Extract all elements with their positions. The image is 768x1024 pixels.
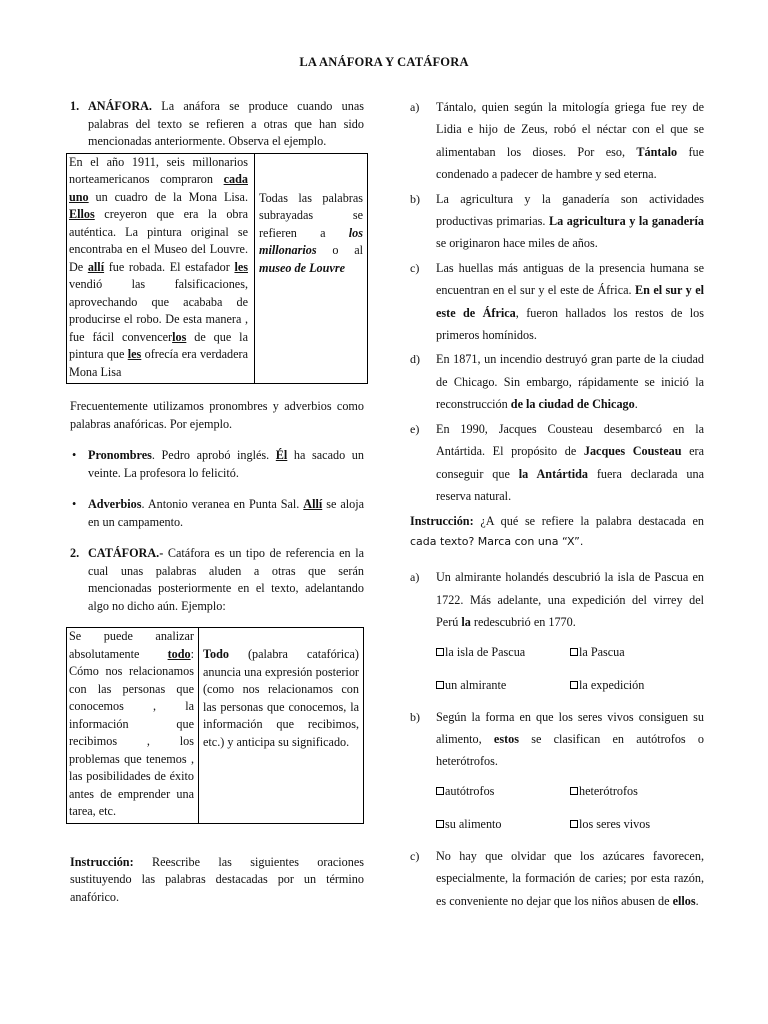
checkbox[interactable] [436, 648, 444, 656]
left-column [70, 98, 364, 906]
instruction-text: Reescribe las siguientes oraciones sustituyendo las palabras destacadas por un término anafórico. [70, 854, 364, 904]
highlighted-word: la [461, 615, 471, 630]
instruction-label: Instrucción: [70, 854, 134, 869]
bullet-pronombres [70, 447, 364, 482]
underlined-word: Él [275, 448, 288, 462]
item-body [436, 706, 704, 773]
option-label: un almirante [445, 677, 507, 692]
text: se aloja en un campamento. [88, 497, 365, 529]
text: Se puede analizar absolutamente [69, 629, 194, 661]
item-label: a) [410, 570, 420, 585]
bullet-label: Pronombres [88, 448, 152, 462]
option[interactable] [436, 677, 570, 694]
emphasis: Todo [203, 647, 229, 661]
exercise-item [410, 188, 704, 255]
exercise-item [410, 418, 704, 508]
exercise-item [410, 348, 704, 415]
bullet-label: Adverbios [88, 497, 142, 511]
text: Todas las palabras subrayadas se refieren a [259, 190, 363, 240]
option[interactable] [436, 816, 570, 833]
underlined-word: allí [87, 259, 105, 274]
highlighted-word: de la ciudad de Chicago [510, 397, 635, 412]
example-table-catafora [66, 627, 364, 824]
text: En 1871, un incendio destruyó gran parte de la ciudad de Chicago. Sin embargo, rápidamente se inició la reconstrucción [436, 352, 704, 412]
item-label: d) [410, 352, 420, 367]
example-text-cell [67, 628, 199, 823]
item-label: b) [410, 709, 420, 724]
options-row [436, 783, 704, 800]
text: . [634, 397, 638, 412]
section-heading: ANÁFORA. [88, 99, 152, 113]
underlined-word: Ellos [69, 207, 95, 221]
text: . Antonio veranea en Punta Sal. [141, 497, 304, 511]
item-label: b) [410, 191, 420, 206]
bullet-body [88, 447, 364, 482]
option-label: autótrofos [445, 783, 495, 798]
checkbox[interactable] [570, 648, 578, 656]
example-explanation-cell [199, 628, 363, 823]
question-item [410, 566, 704, 633]
bullet-icon: • [72, 497, 77, 511]
highlighted-word: Tántalo [636, 144, 678, 159]
example-text-cell [67, 154, 255, 384]
instruction-label: Instrucción: [410, 514, 474, 529]
option[interactable] [570, 816, 704, 833]
text: fue robada. El estafador [104, 259, 235, 274]
item-label: a) [410, 100, 420, 114]
question-item [410, 845, 704, 912]
text: En el año 1911, seis millonarios norteamericanos compraron [69, 154, 248, 186]
item-label: e) [410, 421, 420, 436]
option-label: heterótrofos [579, 783, 638, 798]
section-number: 1. [70, 99, 80, 113]
text: un cuadro de la Mona Lisa. [88, 189, 248, 204]
text: No hay que olvidar que los azúcares favorecen, especialmente, la formación de caries; por esta razón, es conveniente no dejar que los niños abusen de [436, 848, 704, 908]
page-title: LA ANÁFORA Y CATÁFORA [299, 55, 469, 69]
text: . Pedro aprobó inglés. [151, 448, 276, 462]
option[interactable] [570, 677, 704, 694]
text: Un almirante holandés descubrió la isla de Pascua en 1722. Más adelante, una expedición del virrey del Perú [436, 570, 704, 630]
text: redescubrió en 1770. [470, 615, 576, 630]
highlighted-word: La agricultura y la ganadería [549, 214, 704, 229]
underlined-word: les [127, 347, 142, 361]
section-heading: CATÁFORA.- [88, 546, 164, 560]
paragraph: Frecuentemente utilizamos pronombres y adverbios como palabras anafóricas. Por ejemplo. [70, 399, 364, 431]
option-label: la isla de Pascua [445, 644, 526, 659]
emphasis: los millonarios [259, 225, 363, 257]
instruction-mark [410, 511, 704, 552]
section-text: La anáfora se produce cuando unas palabras del texto se refieren a otras que han sido mencionadas anteriormente. Observa el ejemplo. [88, 99, 364, 148]
checkbox[interactable] [570, 681, 578, 689]
item-label: c) [410, 848, 420, 863]
item-label: c) [410, 260, 420, 275]
checkbox[interactable] [570, 787, 578, 795]
item-body [436, 845, 704, 912]
exercise-item [410, 257, 704, 347]
option-label: los seres vivos [579, 816, 651, 831]
text: fue condenado a padecer de hambre y sed eterna. [436, 144, 705, 182]
item-body [436, 96, 704, 186]
text: La agricultura y la ganadería son actividades productivas primarias. [436, 191, 704, 229]
section-body [88, 545, 364, 615]
instruction-text: cada texto? Marca con una “X”. [410, 535, 584, 549]
item-body [436, 418, 704, 508]
text: Tántalo, quien según la mitología griega fue rey de Lidia e hijo de Zeus, robó el néctar con el que se alimentaban los dioses. Por eso, [436, 100, 704, 159]
highlighted-word: En el sur y el este de África [436, 283, 704, 320]
example-explanation-cell [255, 154, 367, 384]
section-text: Catáfora es un tipo de referencia en la cual unas palabras aluden a otras que serán mencionadas posteriormente en el texto, adelantando algo no dicho aún. Ejemplo: [88, 546, 364, 613]
option[interactable] [570, 783, 704, 800]
section-number: 2. [70, 546, 80, 560]
highlighted-word: la Antártida [518, 466, 588, 481]
checkbox[interactable] [570, 820, 578, 828]
option[interactable] [436, 783, 570, 800]
options-row [436, 677, 704, 694]
text: . [695, 893, 699, 908]
checkbox[interactable] [436, 681, 444, 689]
underlined-word: Allí [303, 497, 323, 511]
options-row [436, 816, 704, 833]
section-catafora [70, 545, 364, 615]
text: ha sacado un veinte. La profesora lo felicitó. [88, 448, 364, 480]
item-body [436, 348, 704, 415]
highlighted-word: estos [493, 731, 519, 746]
checkbox[interactable] [436, 787, 444, 795]
underlined-word: cada uno [69, 172, 248, 204]
text: se originaron hace miles de años. [436, 236, 598, 251]
question-item [410, 706, 704, 773]
text: (palabra catafórica) anuncia una expresión posterior (como nos relacionamos con las personas que conocemos, la información que recibimos, etc.) y anticipa su significado. [203, 647, 359, 749]
highlighted-word: ellos [672, 893, 696, 908]
underlined-word: los [172, 329, 187, 344]
highlighted-word: Jacques Cousteau [583, 444, 682, 459]
item-body [436, 188, 704, 255]
text: se clasifican en autótrofos o heterótrofos. [436, 731, 704, 769]
text: Según la forma en que los seres vivos consiguen su alimento, [436, 709, 704, 746]
text: vendió las falsificaciones, aprovechando que acababa de producirse el robo. De esta manera , fue fácil convencer [69, 277, 248, 344]
underlined-word: les [234, 259, 248, 274]
instruction-text: ¿A qué se refiere la palabra destacada en [473, 514, 704, 529]
section-body [88, 98, 364, 151]
text: fuera declarada una reserva natural. [436, 466, 704, 503]
text: En 1990, Jacques Cousteau desembarcó en la Antártida. El propósito de [436, 421, 704, 459]
option[interactable] [570, 644, 704, 661]
instruction-rewrite [70, 854, 364, 907]
section-anafora [70, 98, 364, 151]
exercise-item [410, 96, 704, 186]
option-label: su alimento [445, 816, 502, 831]
item-body [436, 257, 704, 347]
text: , fueron hallados los restos de los primeros homínidos. [436, 305, 704, 343]
option-label: la Pascua [579, 644, 625, 659]
bullet-body [88, 496, 364, 531]
emphasis: museo de Louvre [259, 260, 345, 275]
text: : Cómo nos relacionamos con las personas que conocemos , la información que recibimos , los problemas que tenemos , las posibilidades de éxito antes de emprender una tarea, etc. [69, 646, 194, 818]
text: o al [316, 243, 363, 257]
options-row [436, 644, 704, 661]
right-column [410, 96, 704, 912]
text: era conseguir que [436, 444, 704, 481]
option[interactable] [436, 644, 570, 661]
text: ofrecía era verdadera Mona Lisa [69, 347, 248, 379]
bullet-adverbios [70, 496, 364, 531]
text: Las huellas más antiguas de la presencia humana se encuentran en el sur y el este de África. [436, 260, 704, 298]
example-table-anafora [66, 153, 368, 385]
underlined-word: todo [167, 646, 191, 661]
text: creyeron que era la obra auténtica. La pintura original se encontraba en el Museo del Louvre. De [69, 207, 248, 274]
bullet-icon: • [72, 448, 77, 462]
option-label: la expedición [579, 677, 645, 692]
checkbox[interactable] [436, 820, 444, 828]
text: de que la pintura que [69, 329, 248, 361]
item-body [436, 566, 704, 633]
